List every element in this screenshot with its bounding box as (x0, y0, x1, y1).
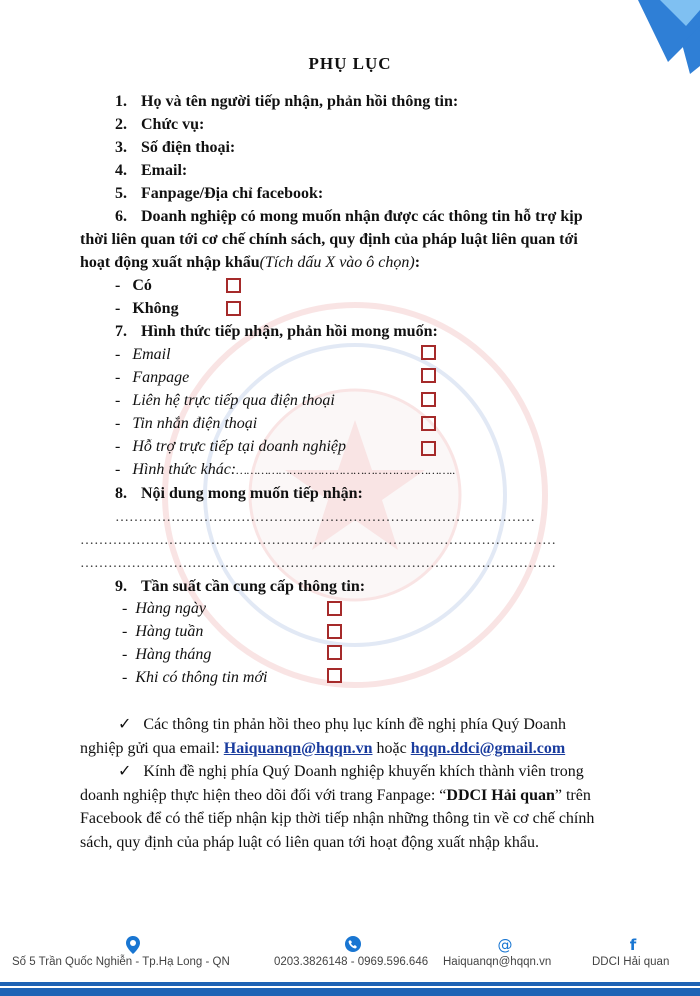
question-3: 3. Số điện thoại: (115, 139, 236, 156)
option-fanpage: - Fanpage (115, 369, 190, 386)
option-email: - Email (115, 346, 171, 363)
footer-address: Số 5 Trần Quốc Nghiễn - Tp.Hạ Long - QN (12, 956, 230, 968)
option-new-info: - Khi có thông tin mới (122, 669, 268, 686)
page-title: PHỤ LỤC (308, 54, 392, 73)
question-8: 8. Nội dung mong muốn tiếp nhận: (115, 485, 363, 502)
checkbox-onsite-support[interactable] (421, 441, 436, 456)
check-icon: ✓ (118, 763, 132, 780)
note-fanpage: ✓ Kính đề nghị phía Quý Doanh nghiệp khuyến khích thành viên trong doanh nghiệp thực hiện theo dõi đối với trang Fanpage: “DDCI Hải quan” trên Facebook để có thể tiếp nhận kịp thời tiếp nhận những thông tin về cơ chế chính sách, quy định của pháp luật có liên quan tới hoạt động xuất nhập khẩu. (80, 763, 595, 851)
option-phone-contact: - Liên hệ trực tiếp qua điện thoại (115, 392, 335, 409)
checkbox-monthly[interactable] (327, 645, 342, 660)
answer-line-2[interactable]: ………………………………………………………………………………………… (80, 533, 556, 548)
at-icon: @ (497, 936, 513, 954)
option-monthly: - Hàng tháng (122, 646, 212, 663)
footer-bar-thin (0, 982, 700, 986)
checkbox-khong[interactable] (226, 301, 241, 316)
footer-facebook[interactable]: DDCI Hải quan (592, 956, 670, 968)
question-6-line-1: 6. Doanh nghiệp có mong muốn nhận được các thông tin hỗ trợ kịp (115, 208, 583, 225)
checkbox-phone-contact[interactable] (421, 392, 436, 407)
question-1: 1. Họ và tên người tiếp nhận, phản hồi thông tin: (115, 93, 459, 110)
location-pin-icon (124, 936, 142, 954)
question-2: 2. Chức vụ: (115, 116, 205, 133)
question-7: 7. Hình thức tiếp nhận, phản hồi mong muốn: (115, 323, 438, 340)
facebook-icon: f (629, 936, 637, 954)
footer (0, 930, 700, 996)
question-6-line-2: thời liên quan tới cơ chế chính sách, quy định của pháp luật liên quan tới (80, 231, 578, 248)
checkbox-fanpage[interactable] (421, 368, 436, 383)
answer-line-1[interactable]: ……………………………………………………………………………… (115, 510, 535, 525)
option-onsite-support: - Hỗ trợ trực tiếp tại doanh nghiệp (115, 438, 347, 455)
checkbox-weekly[interactable] (327, 624, 342, 639)
question-6-line-3: hoạt động xuất nhập khẩu(Tích dấu X vào ô chọn): (80, 254, 421, 271)
checkbox-new-info[interactable] (327, 668, 342, 683)
check-icon: ✓ (118, 716, 132, 733)
option-daily: - Hàng ngày (122, 600, 206, 617)
option-khong: - Không (115, 300, 179, 317)
question-4: 4. Email: (115, 162, 188, 179)
footer-email[interactable]: Haiquanqn@hqqn.vn (443, 956, 552, 968)
checkbox-daily[interactable] (327, 601, 342, 616)
footer-phone: 0203.3826148 - 0969.596.646 (274, 956, 429, 968)
footer-bar-thick (0, 988, 700, 996)
checkbox-sms[interactable] (421, 416, 436, 431)
email-link-2[interactable]: hqqn.ddci@gmail.com (410, 739, 566, 757)
checkbox-co[interactable] (226, 278, 241, 293)
fanpage-name: DDCI Hải quan (446, 786, 555, 804)
option-weekly: - Hàng tuần (122, 623, 204, 640)
note-email: ✓ Các thông tin phản hồi theo phụ lục kính đề nghị phía Quý Doanh nghiệp gửi qua email: Haiquanqn@hqqn.vn hoặc hqqn.ddci@gmail.com (80, 716, 567, 757)
checkbox-email[interactable] (421, 345, 436, 360)
question-5: 5. Fanpage/Địa chỉ facebook: (115, 185, 324, 202)
phone-icon (344, 936, 362, 954)
answer-line-3[interactable]: ………………………………………………………………………………………… (80, 556, 556, 571)
option-other: - Hình thức khác:…………………………………………………….. (115, 461, 456, 478)
option-sms: - Tin nhắn điện thoại (115, 415, 258, 432)
option-co: - Có (115, 277, 152, 294)
question-9: 9. Tần suất cần cung cấp thông tin: (115, 578, 366, 595)
email-link-1[interactable]: Haiquanqn@hqqn.vn (223, 739, 373, 757)
